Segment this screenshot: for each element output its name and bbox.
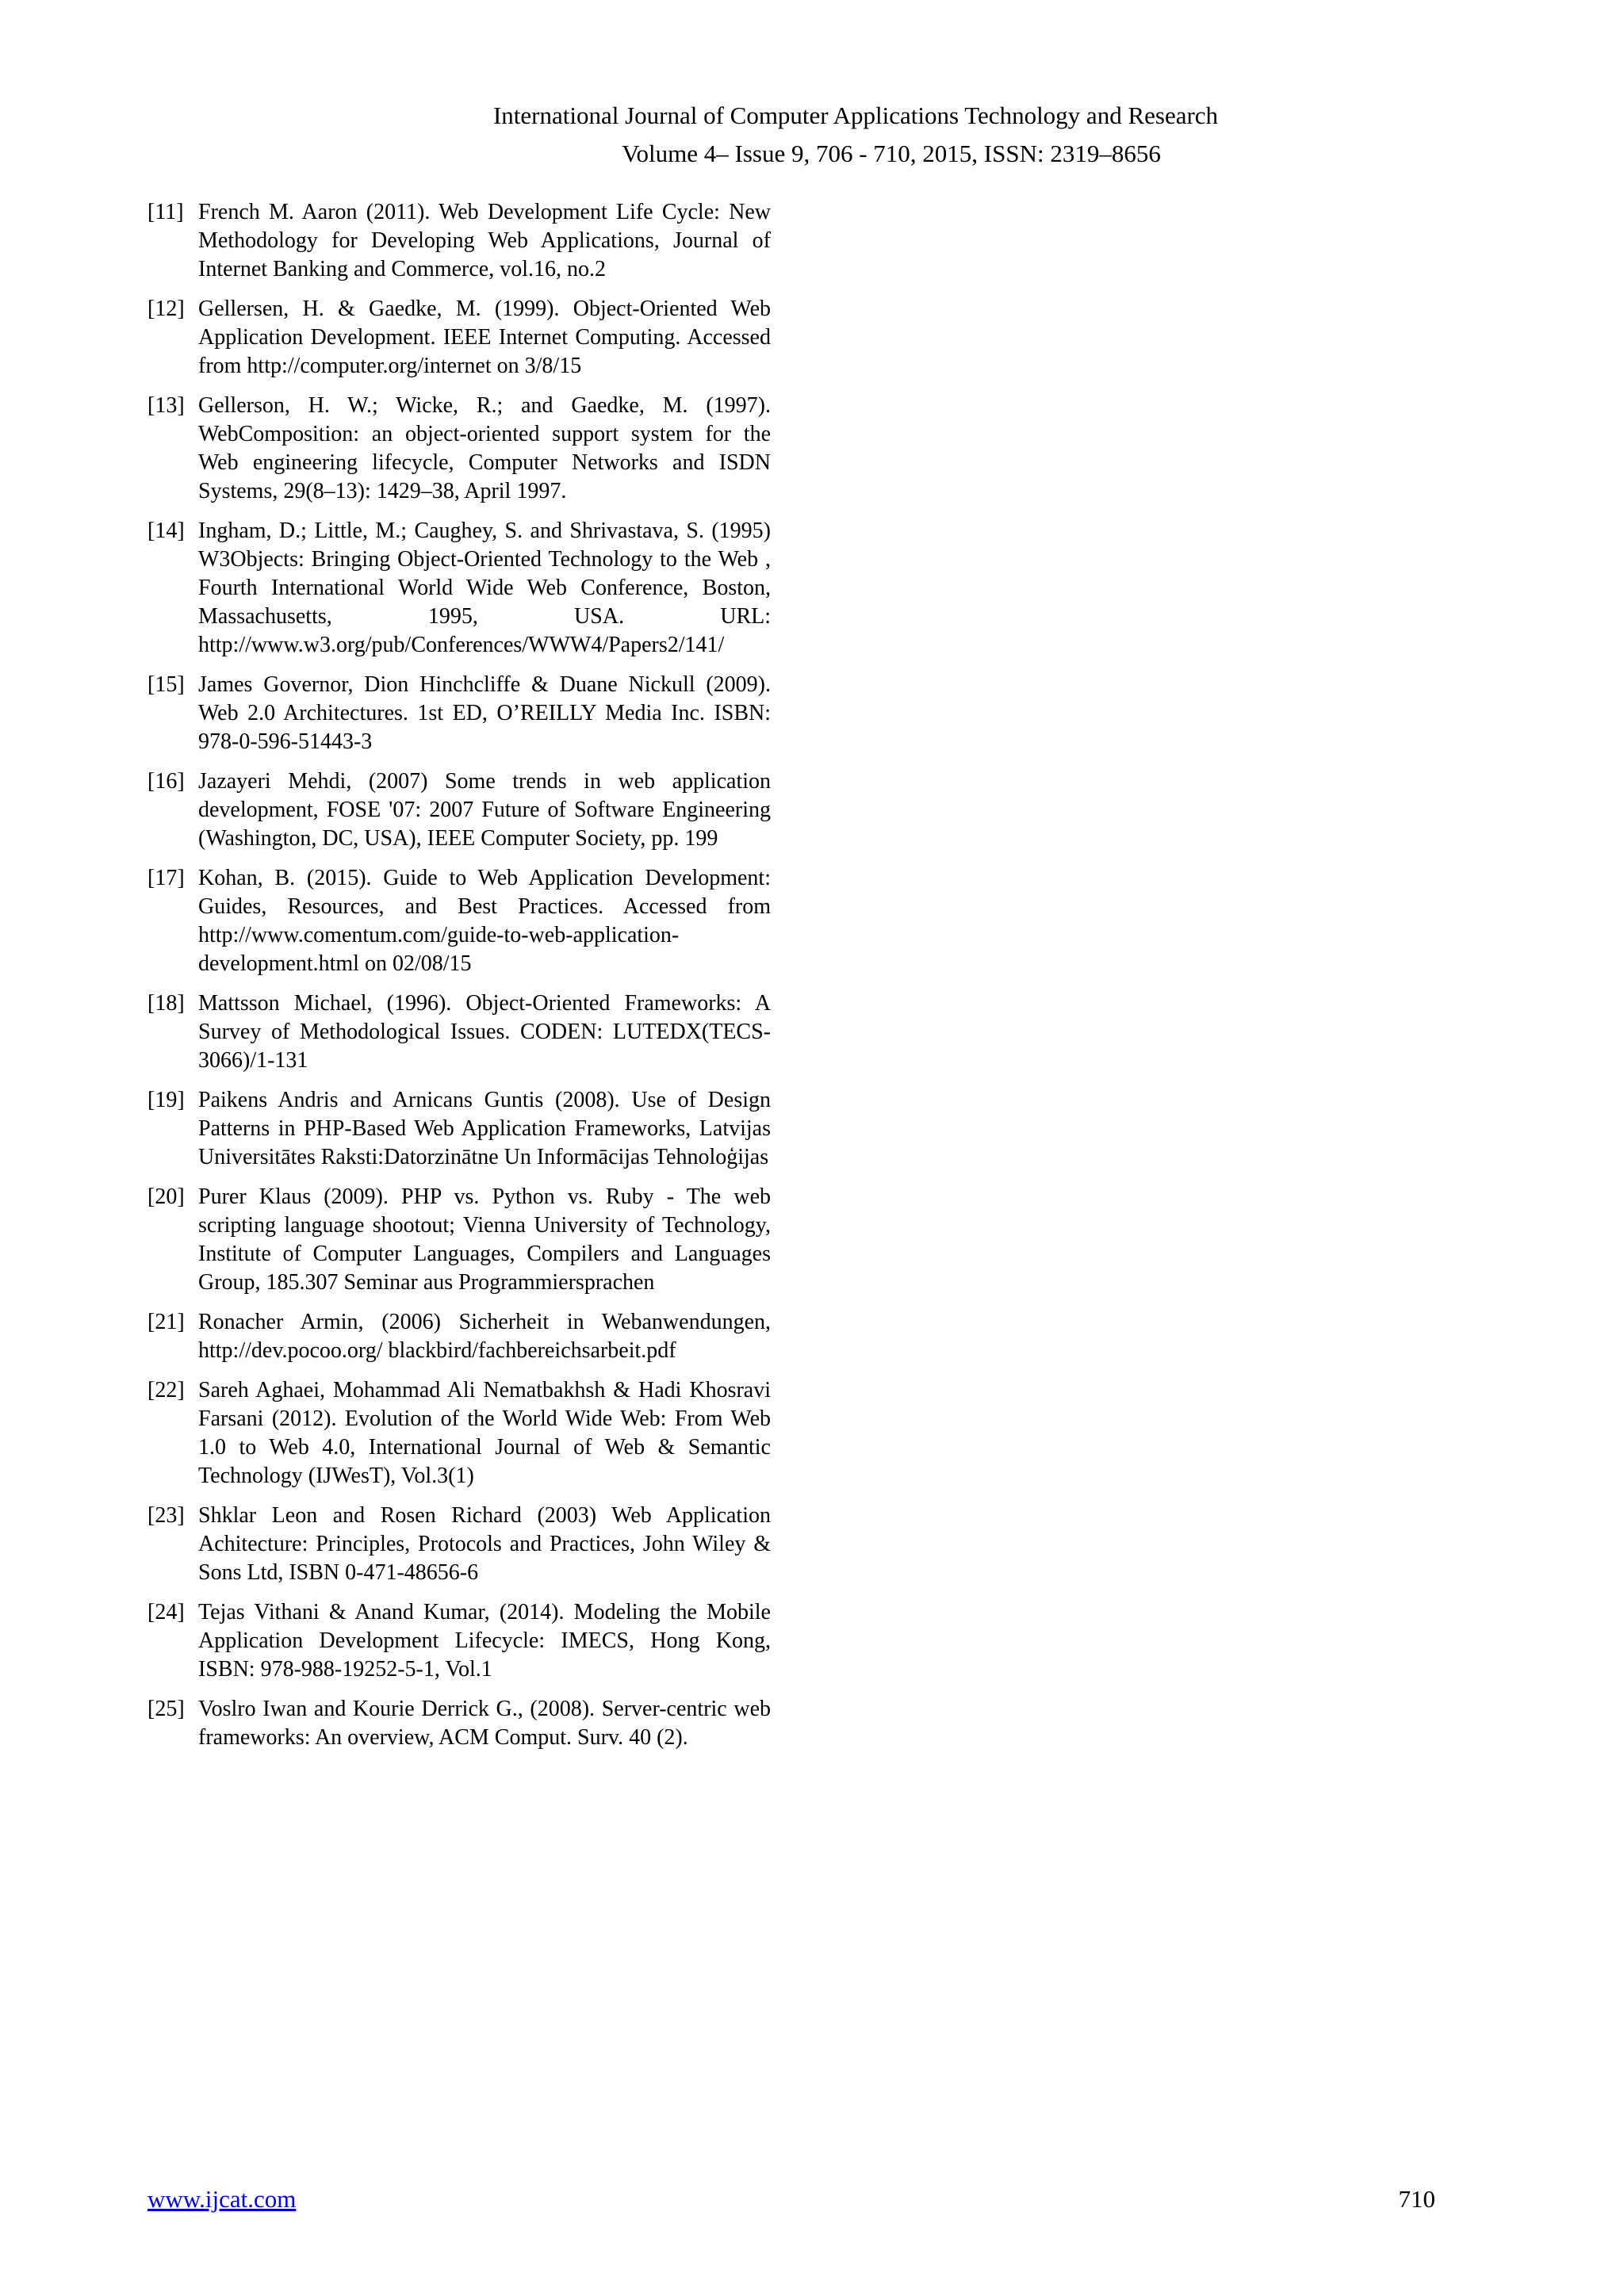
reference-text: Shklar Leon and Rosen Richard (2003) Web Application Achitecture: Principles, Protocols and Practices, John Wiley & Sons Ltd, ISBN 0-471-48656-6 xyxy=(198,1503,771,1585)
reference-number: [16] xyxy=(147,769,185,794)
reference-item xyxy=(147,392,771,506)
reference-number: [23] xyxy=(147,1503,185,1528)
reference-text: Purer Klaus (2009). PHP vs. Python vs. Ruby - The web scripting language shootout; Vienna University of Technology, Institute of Computer Languages, Compilers and Languages Group, 185.307 Seminar aus Programmiersprachen xyxy=(198,1184,771,1295)
reference-text: Gellerson, H. W.; Wicke, R.; and Gaedke, M. (1997). WebComposition: an object-oriented support system for the Web engineering lifecycle, Computer Networks and ISDN Systems, 29(8–13): 1429–38, April 1997. xyxy=(198,393,771,503)
reference-item xyxy=(147,517,771,660)
reference-number: [15] xyxy=(147,672,185,697)
reference-number: [20] xyxy=(147,1184,185,1209)
reference-item xyxy=(147,1086,771,1172)
reference-text: Ronacher Armin, (2006) Sicherheit in Webanwendungen, http://dev.pocoo.org/ blackbird/fachbereichsarbeit.pdf xyxy=(198,1310,771,1363)
reference-text: Paikens Andris and Arnicans Guntis (2008). Use of Design Patterns in PHP-Based Web Application Frameworks, Latvijas Universitātes Raksti:Datorzinātne Un Informācijas Tehnoloģijas xyxy=(198,1088,771,1169)
reference-number: [12] xyxy=(147,297,185,321)
reference-item xyxy=(147,295,771,381)
journal-title: International Journal of Computer Applications Technology and Research xyxy=(492,101,1219,129)
reference-item xyxy=(147,1183,771,1297)
reference-item xyxy=(147,767,771,853)
reference-text: Jazayeri Mehdi, (2007) Some trends in web application development, FOSE '07: 2007 Future of Software Engineering (Washington, DC, USA), IEEE Computer Society, pp. 199 xyxy=(198,769,771,851)
reference-item xyxy=(147,1376,771,1490)
reference-item xyxy=(147,198,771,284)
reference-item xyxy=(147,671,771,756)
page-number: 710 xyxy=(1398,2185,1435,2213)
reference-number: [22] xyxy=(147,1378,185,1402)
reference-number: [17] xyxy=(147,866,185,890)
reference-text: Sareh Aghaei, Mohammad Ali Nematbakhsh & Hadi Khosravi Farsani (2012). Evolution of the World Wide Web: From Web 1.0 to Web 4.0, International Journal of Web & Semantic Technology (IJWesT), Vol.3(1) xyxy=(198,1378,771,1488)
reference-list xyxy=(147,198,771,1763)
reference-item xyxy=(147,989,771,1075)
volume-info: Volume 4– Issue 9, 706 - 710, 2015, ISSN: 2319–8656 xyxy=(622,140,1161,167)
reference-item xyxy=(147,1695,771,1752)
reference-text: French M. Aaron (2011). Web Development Life Cycle: New Methodology for Developing Web Applications, Journal of Internet Banking and Commerce, vol.16, no.2 xyxy=(198,200,771,281)
reference-number: [25] xyxy=(147,1697,185,1721)
reference-text: Ingham, D.; Little, M.; Caughey, S. and Shrivastava, S. (1995) W3Objects: Bringing Object-Oriented Technology to the Web , Fourth International World Wide Web Conference, Boston, Massachusetts, 1995, USA. URL: http://www.w3.org/pub/Conferences/WWW4/Papers2/141/ xyxy=(198,519,771,657)
reference-number: [11] xyxy=(147,200,184,224)
reference-number: [14] xyxy=(147,519,185,543)
reference-text: Kohan, B. (2015). Guide to Web Application Development: Guides, Resources, and Best Practices. Accessed from http://www.comentum.com/guide-to-web-application-development.html on 02/08/15 xyxy=(198,866,771,976)
reference-number: [13] xyxy=(147,393,185,418)
journal-website-link[interactable]: www.ijcat.com xyxy=(147,2185,297,2213)
reference-item xyxy=(147,1598,771,1684)
reference-text: Tejas Vithani & Anand Kumar, (2014). Modeling the Mobile Application Development Lifecycle: IMECS, Hong Kong, ISBN: 978-988-19252-5-1, Vol.1 xyxy=(198,1600,771,1682)
reference-number: [24] xyxy=(147,1600,185,1624)
reference-item xyxy=(147,864,771,978)
reference-text: Voslro Iwan and Kourie Derrick G., (2008). Server-centric web frameworks: An overview, ACM Comput. Surv. 40 (2). xyxy=(198,1697,771,1750)
reference-text: James Governor, Dion Hinchcliffe & Duane Nickull (2009). Web 2.0 Architectures. 1st ED, O’REILLY Media Inc. ISBN: 978-0-596-51443-3 xyxy=(198,672,771,754)
reference-number: [21] xyxy=(147,1310,185,1334)
reference-number: [19] xyxy=(147,1088,185,1112)
reference-item xyxy=(147,1308,771,1365)
reference-text: Mattsson Michael, (1996). Object-Oriented Frameworks: A Survey of Methodological Issues. CODEN: LUTEDX(TECS-3066)/1-131 xyxy=(198,991,771,1073)
reference-text: Gellersen, H. & Gaedke, M. (1999). Object-Oriented Web Application Development. IEEE Internet Computing. Accessed from http://computer.org/internet on 3/8/15 xyxy=(198,297,771,378)
reference-number: [18] xyxy=(147,991,185,1016)
journal-header xyxy=(0,97,1624,173)
reference-item xyxy=(147,1502,771,1587)
